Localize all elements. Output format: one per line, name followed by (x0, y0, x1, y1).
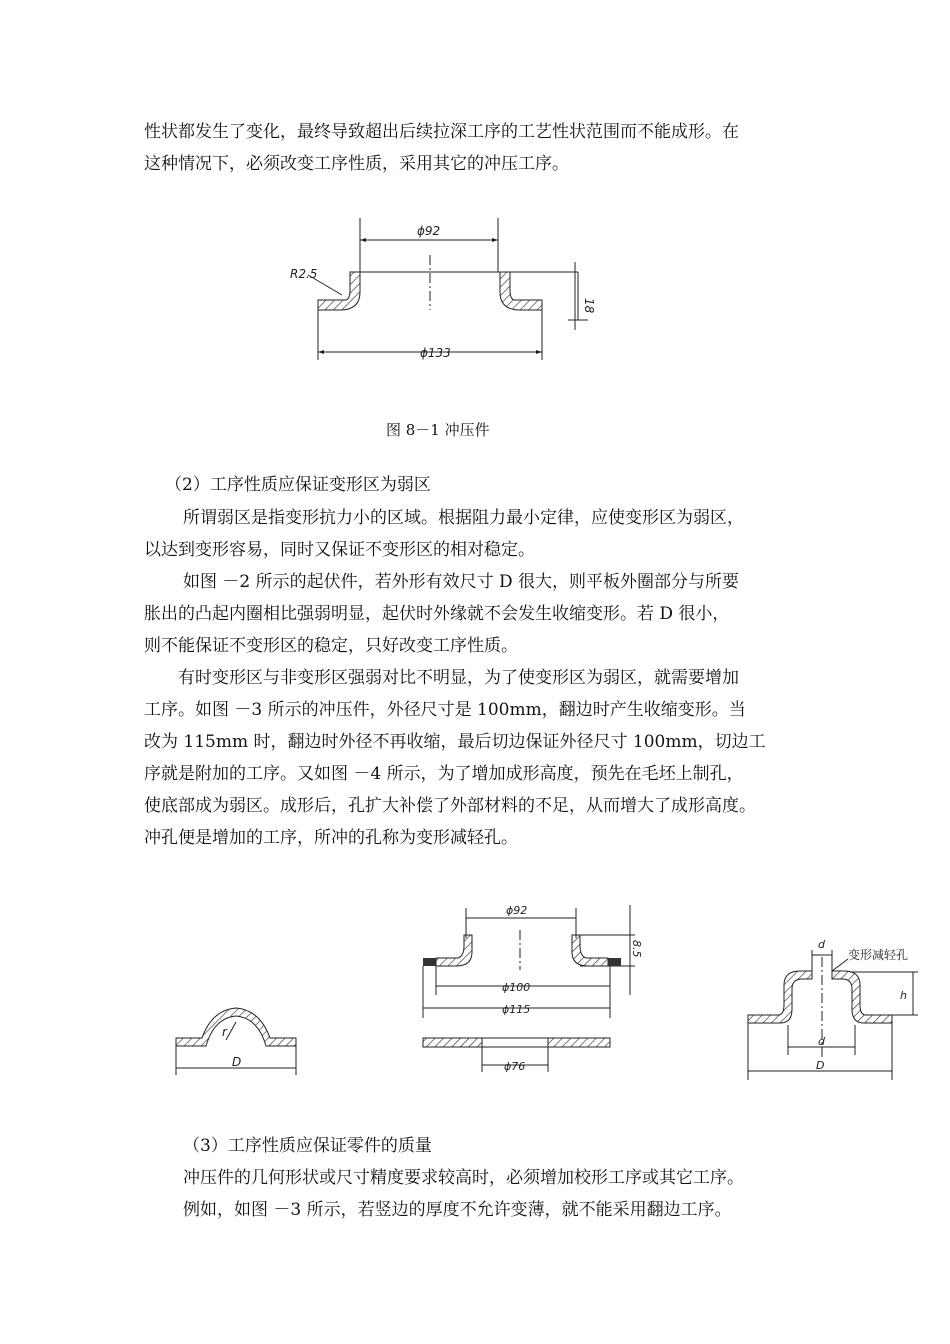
figure-relief-hole-part (740, 935, 940, 1085)
figure-embossed-part (170, 1000, 310, 1085)
body-text-line: 则不能保证不变形区的稳定，只好改变工序性质。 (144, 636, 518, 656)
section-heading: （3）工序性质应保证零件的质量 (183, 1136, 432, 1156)
body-text-line: 所谓弱区是指变形抗力小的区域。根据阻力最小定律，应使变形区为弱区， (183, 508, 744, 528)
dim-height-18: 18 (582, 298, 596, 314)
dim-diameter-100: ϕ100 (502, 981, 531, 994)
body-text-line: 胀出的凸起内圈相比强弱明显，起伏时外缘就不会发生收缩变形。若 D 很小， (144, 604, 730, 624)
body-text-line: 序就是附加的工序。又如图 －4 所示，为了增加成形高度，预先在毛坯上制孔， (144, 764, 744, 784)
body-text-line: 使底部成为弱区。成形后，孔扩大补偿了外部材料的不足，从而增大了成形高度。 (144, 796, 756, 816)
label-height: h (900, 989, 907, 1002)
label-relief-hole: 变形减轻孔 (848, 948, 909, 962)
dim-radius: R2.5 (290, 267, 318, 281)
body-text-line: 冲孔便是增加的工序，所冲的孔称为变形减轻孔。 (144, 828, 518, 848)
dim-height-8-5: 8.5 (630, 940, 643, 958)
body-text-line: 例如，如图 －3 所示，若竖边的厚度不允许变薄，就不能采用翻边工序。 (183, 1200, 732, 1220)
body-text-line: 改为 115mm 时，翻边时外径不再收缩，最后切边保证外径尺寸 100mm，切边工 (144, 732, 766, 752)
body-text-line: 性状都发生了变化，最终导致超出后续拉深工序的工艺性状范围而不能成形。在 (144, 122, 739, 142)
body-text-line: 工序。如图 －3 所示的冲压件，外径尺寸是 100mm，翻边时产生收缩变形。当 (144, 700, 746, 720)
section-heading: （2）工序性质应保证变形区为弱区 (165, 475, 431, 495)
body-text-line: 这种情况下，必须改变工序性质，采用其它的冲压工序。 (144, 154, 569, 174)
figure-flanged-part (420, 900, 645, 1080)
label-outer-dim: D (232, 1055, 242, 1069)
figure-caption: 图 8－1 冲压件 (386, 421, 490, 439)
label-hole-dia: d (818, 938, 825, 951)
dim-diameter-76: ϕ76 (504, 1060, 526, 1073)
dim-diameter-92: ϕ92 (506, 904, 528, 917)
body-text-line: 以达到变形容易，同时又保证不变形区的相对稳定。 (144, 540, 535, 560)
dim-diameter-115: ϕ115 (502, 1003, 531, 1016)
dim-diameter-92: ϕ92 (417, 224, 441, 238)
label-outer-dia: D (816, 1059, 825, 1072)
label-radius: r (222, 1025, 227, 1039)
body-text-line: 冲压件的几何形状或尺寸精度要求较高时，必须增加校形工序或其它工序。 (183, 1168, 744, 1188)
dim-diameter-133: ϕ133 (420, 346, 451, 360)
figure-stamped-part (280, 210, 610, 380)
body-text-line: 如图 －2 所示的起伏件，若外形有效尺寸 D 很大，则平板外圈部分与所要 (183, 572, 740, 592)
label-inner-dia: d (818, 1035, 825, 1048)
body-text-line: 有时变形区与非变形区强弱对比不明显，为了使变形区为弱区，就需要增加 (178, 668, 739, 688)
